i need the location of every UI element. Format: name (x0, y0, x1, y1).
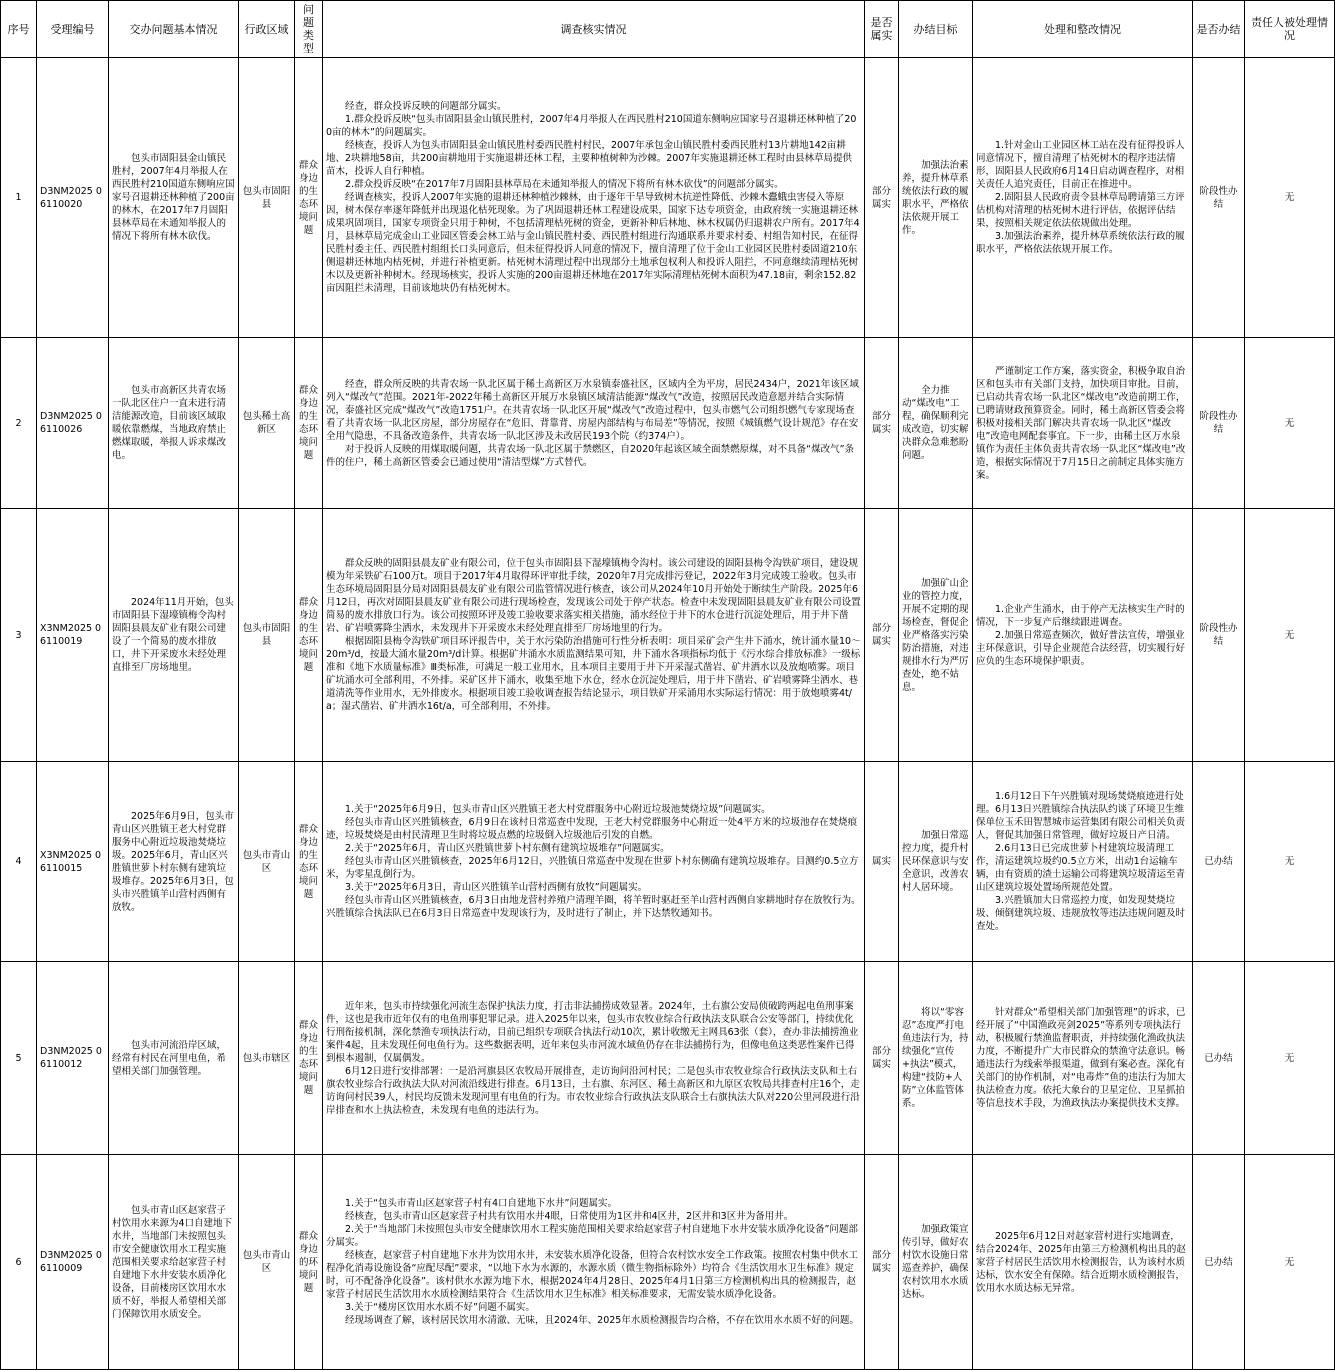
investigation-paragraph: 经查，群众所反映的共青农场一队北区属于稀土高新区万水泉镇泰盛社区，区域内全为平房，居民2434户，2021年该区域列入“煤改气”范围。2021年-2022年稀土高新区开展万水泉镇区域清洁能源“煤改气”改造，按照居民改造意愿并结合实际情况，泰盛社区完成“煤改气”改造1751户。在共青农场一队北区开展“煤改气”改造过程中，包头市燃气公司组织燃气专家现场查看了共青农场一队北区房屋，部分房屋存在“危旧、背靠背、房屋内部结构与布局差”等情况，按照《城镇燃气设计规范》存在安全用气隐患，不具备改造条件，共青农场一队北区涉及未改居民193个院（约374户）。 (326, 378, 859, 442)
investigation-paragraph: 经包头市青山区兴胜镇核查，6月9日在该村日常巡查中发现，王老大村党群服务中心附近一处4平方米的垃圾池存在焚烧痕迹，垃圾焚烧是由村民清理卫生时将垃圾点燃的垃圾倒入垃圾池后引发的自燃。 (326, 817, 858, 841)
investigation-paragraph: 经核查，包头市青山区赵家营子村共有饮用水井4眼，日常使用为1区井和4区井，2区井和3区井为备用井。 (345, 1211, 794, 1222)
header-investigation: 调查核实情况 (323, 1, 865, 58)
handling-paragraph: 2.6月13日已完成世萝卜村建筑垃圾清理工作，清运建筑垃圾约0.5立方米，出动1台运输车辆，由有资质的渣土运输公司将建筑垃圾清运至青山区建筑垃圾处置场所规范处置。 (976, 843, 1186, 893)
cell-type: 群众身边的生态环境问题 (295, 338, 323, 509)
cell-case-id: D3NM2025 06110012 (37, 962, 109, 1155)
handling-paragraph: 严谨制定工作方案，落实资金，积极争取自治区和包头市有关部门支持，加快项目审批。目前，已启动共青农场一队北区“煤改电”改造前期工作，已聘请财政预算资金。同时，稀土高新区管委会将积极对接相关部门解决共青农场一队北区“煤改电”改造电网配套事宜。下一步，由稀土区万水泉镇作为责任主体负责共青农场一队北区“煤改电”改造，根据实际情况于7月15日之前制定具体实施方案。 (976, 365, 1186, 481)
cell-no: 2 (1, 338, 37, 509)
cell-handling (973, 509, 1193, 762)
cell-done: 阶段性办结 (1193, 338, 1245, 509)
cell-region: 包头稀土高新区 (239, 338, 295, 509)
investigation-paragraph: 2.群众投诉反映“在2017年7月固阳县林草局在未通知举报人的情况下将所有林木砍伐”的问题部分属实。 (345, 179, 784, 190)
cell-goal: 加强政策宣传引导，做好农村饮水设施日常巡查养护，确保农村饮用水水质达标。 (899, 1155, 973, 1370)
header-verified: 是否属实 (865, 1, 899, 58)
cell-region: 包头市辖区 (239, 962, 295, 1155)
cell-type: 群众身边的环境问题 (295, 1155, 323, 1370)
header-done: 是否办结 (1193, 1, 1245, 58)
handling-paragraph: 3.加强法治素养，提升林草系统依法行政的履职水平，严格依法依规开展工作。 (976, 231, 1185, 255)
cell-handling (973, 762, 1193, 962)
cell-case-id: X3NM2025 06110019 (37, 509, 109, 762)
header-problem: 交办问题基本情况 (109, 1, 239, 58)
cell-problem: 包头市青山区赵家营子村饮用水来源为4口自建地下水井，当地部门未按照包头市安全健康饮用水工程实施范围相关要求给赵家营子村自建地下水井安装水质净化设备，目前楼房区饮用水水质不好，举报人希望相关部门保障饮用水质安全。 (109, 1155, 239, 1370)
cell-goal: 将以“零容忍”态度严打电鱼违法行为，持续强化“宣传+执法”模式，构建“技防+人防”立体监管体系。 (899, 962, 973, 1155)
cell-done: 已办结 (1193, 1155, 1245, 1370)
investigation-paragraph: 对于投诉人反映的用煤取暖问题，共青农场一队北区属于禁燃区，自2020年起该区域全面禁燃原煤，对不具备“煤改气”条件的住户，稀土高新区管委会已通过使用“清洁型煤”方式替代。 (326, 443, 855, 468)
cell-punished: 无 (1245, 762, 1335, 962)
investigation-paragraph: 1.群众投诉反映“包头市固阳县金山镇民胜村，2007年4月举报人在西民胜村210国道东侧响应国家号召退耕还林种植了200亩的林木”的问题属实。 (326, 114, 857, 138)
cell-problem: 包头市河流沿岸区域，经常有村民在河里电鱼，希望相关部门加强管理。 (109, 962, 239, 1155)
investigation-paragraph: 6月12日进行安排部署：一是沿河旗县区农牧局开展排查，走访询问沿河村民；二是包头市农牧业综合行政执法支队和土右旗农牧业综合行政执法大队对河流沿线进行排查。6月13日，土右旗、东河区、稀土高新区和九原区农牧局共排查村庄16个，走访询问村民39人，村民均反馈未发现河里有电鱼的行为。市农牧业综合行政执法支队联合土右旗执法大队对220公里河段进行沿岸排查和水上执法检查，未发现有电鱼的违法行为。 (326, 1065, 860, 1116)
investigation-paragraph: 3.关于“楼房区饮用水水质不好”问题不属实。 (345, 1302, 535, 1313)
cell-problem: 2024年11月开始，包头市固阳县下湿壕镇梅令沟村固阳县晨友矿业有限公司建设了一个简易的废水排放口，井下开采废水未经处理直排至厂房场地里。 (109, 509, 239, 762)
cell-problem: 包头市高新区共青农场一队北区住户一直未进行清洁能源改造，目前该区域取暖依靠燃煤，当地政府禁止燃煤取暖，举报人诉求煤改电。 (109, 338, 239, 509)
investigation-paragraph: 1.关于“2025年6月9日，包头市青山区兴胜镇王老大村党群服务中心附近垃圾池焚烧垃圾”问题属实。 (345, 804, 771, 815)
header-handling: 处理和整改情况 (973, 1, 1193, 58)
investigation-paragraph: 根据固阳县梅令沟铁矿项目环评报告中，关于水污染防治措施可行性分析表明：项目采矿会产生井下涌水，统计涌水量10～20m³/d，按最大涌水量20m³/d计算。根据矿井涌水水质监测结果可知，井下涌水各项指标均低于《污水综合排放标准》一级标准和《地下水质量标准》Ⅲ类标准，可满足一般工业用水，且本项目主要用于井下开采湿式凿岩、矿井洒水以及放炮喷雾。项目矿坑涌水可全部利用，不外排。采矿区井下涌水，收集至地下水仓，经水仓沉淀处理后，用于井下凿岩、矿岩喷雾降尘洒水、巷道清洗等作业用水，无外排废水。根据项目竣工验收调查报告结论显示，项目铁矿开采涌用水实际运行情况：用于放炮喷雾4t/a；湿式凿岩、矿井洒水16t/a，可全部利用，不外排。 (326, 636, 861, 712)
cell-investigation (323, 962, 865, 1155)
table-row (1, 58, 1335, 338)
cell-verified: 部分属实 (865, 338, 899, 509)
handling-paragraph: 1.针对金山工业园区林工站在没有征得投诉人同意情况下，擅自清理了枯死树木的程序违法情形，固阳县人民政府6月14日启动调查程序，对相关责任人追究责任，目前正在推进中。 (976, 140, 1185, 190)
cell-no: 4 (1, 762, 37, 962)
cell-goal: 加强日常巡控力度，提升村民环保意识与安全意识，改善农村人居环境。 (899, 762, 973, 962)
handling-paragraph: 2025年6月12日对赵家营村进行实地调查，结合2024年、2025年由第三方检测机构出具的赵家营子村居民生活饮用水检测报告，认为该村水质达标，饮水安全有保障。结合近期水质检测报告，饮用水水质达标无异常。 (976, 1230, 1186, 1294)
cell-type: 群众身边的生态环境问题 (295, 509, 323, 762)
investigation-paragraph: 经查，群众投诉反映的问题部分属实。 (345, 101, 507, 112)
header-goal: 办结目标 (899, 1, 973, 58)
investigation-paragraph: 1.关于“包头市青山区赵家营子村有4口自建地下水井”问题属实。 (345, 1198, 617, 1209)
cell-type: 群众身边的生态环境问题 (295, 58, 323, 338)
header-region: 行政区域 (239, 1, 295, 58)
table-row (1, 338, 1335, 509)
cell-verified: 部分属实 (865, 1155, 899, 1370)
cell-case-id: D3NM2025 06110009 (37, 1155, 109, 1370)
investigation-paragraph: 3.关于“2025年6月3日，青山区兴胜镇羊山营村西侧有放牧”问题属实。 (345, 882, 648, 893)
cell-punished: 无 (1245, 338, 1335, 509)
cell-done: 阶段性办结 (1193, 58, 1245, 338)
cell-investigation (323, 58, 865, 338)
handling-paragraph: 3.兴胜镇加大日常巡控力度，如发现焚烧垃圾、倾倒建筑垃圾、违规放牧等违法违规问题及时查处。 (976, 895, 1186, 932)
cell-done: 已办结 (1193, 762, 1245, 962)
cell-region: 包头市青山区 (239, 1155, 295, 1370)
table-row (1, 1155, 1335, 1370)
handling-paragraph: 2.加强日常巡查频次，做好普法宣传，增强业主环保意识，引导企业规范合法经营，切实履行好应负的生态环境保护职责。 (976, 629, 1186, 667)
cell-investigation (323, 1155, 865, 1370)
cell-problem: 包头市固阳县金山镇民胜村，2007年4月举报人在西民胜村210国道东侧响应国家号召退耕还林种植了200亩的林木，在2017年7月固阳县林草局在未通知举报人的情况下将所有林木砍伐。 (109, 58, 239, 338)
cell-verified: 属实 (865, 762, 899, 962)
cell-region: 包头市固阳县 (239, 58, 295, 338)
cell-type: 群众身边的生态环境问题 (295, 762, 323, 962)
cell-handling (973, 338, 1193, 509)
cell-punished: 无 (1245, 1155, 1335, 1370)
header-no: 序号 (1, 1, 37, 58)
cell-region: 包头市固阳县 (239, 509, 295, 762)
cell-type: 群众身边的生态环境问题 (295, 962, 323, 1155)
cell-goal: 全力推动“煤改电”工程，确保顺利完成改造，切实解决群众急难愁盼问题。 (899, 338, 973, 509)
cell-done: 已办结 (1193, 962, 1245, 1155)
investigation-paragraph: 经核查，投诉人为包头市固阳县金山镇民胜村委西民胜村村民，2007年承包金山镇民胜村委西民胜村13片耕地142亩耕地、2块耕地58亩，共200亩耕地用于实施退耕还林工程，主要种植树种为沙棘。2007年实施退耕还林工程时由县林草局提供苗木，投诉人自行种植。 (326, 140, 852, 177)
cell-verified: 部分属实 (865, 509, 899, 762)
cell-investigation (323, 762, 865, 962)
investigation-paragraph: 经包头市青山区兴胜镇核查，6月3日由地龙营村养殖户清理羊圈，将羊暂时驱赶至羊山营村西侧自家耕地时存在放牧行为。兴胜镇综合执法队已在6月3日日常巡查中发现该行为，及时进行了制止，并下达禁牧通知书。 (326, 895, 861, 919)
cell-investigation (323, 509, 865, 762)
cell-case-id: D3NM2025 06110026 (37, 338, 109, 509)
cell-no: 6 (1, 1155, 37, 1370)
cell-handling (973, 1155, 1193, 1370)
investigation-paragraph: 经包头市青山区兴胜镇核查，2025年6月12日，兴胜镇日常巡查中发现在世萝卜村东侧确有建筑垃圾堆存。目测约0.5立方米，为零星乱倒行为。 (326, 856, 859, 880)
cell-investigation (323, 338, 865, 509)
cell-problem: 2025年6月9日，包头市青山区兴胜镇王老大村党群服务中心附近垃圾池焚烧垃圾。2025年6月，青山区兴胜镇世萝卜村东侧有建筑垃圾堆存。2025年6月3日，包头市兴胜镇羊山营村西侧有放牧。 (109, 762, 239, 962)
cell-case-id: D3NM2025 06110020 (37, 58, 109, 338)
table-row (1, 962, 1335, 1155)
cell-goal: 加强矿山企业的管控力度，开展不定期的现场检查，督促企业严格落实污染防治措施，对违规排水行为严厉查处，绝不姑息。 (899, 509, 973, 762)
cell-no: 3 (1, 509, 37, 762)
investigation-paragraph: 经核查，赵家营子村自建地下水井为饮用水井，未安装水质净化设备，但符合农村饮水安全工作政策。按照农村集中供水工程净化消毒设施设备“应配尽配”要求，“以地下水为水源的，水源水质（微生物指标除外）均符合《生活饮用水卫生标准》规定时，可不配备净化设备”。该村供水水源为地下水，根据2024年4月28日、2025年4月1日第三方检测机构出具的检测报告，赵家营子村居民生活饮用水水质检测结果符合《生活饮用水卫生标准》相关标准要求，无需安装水质净化设备。 (326, 1250, 859, 1300)
table-row (1, 762, 1335, 962)
handling-paragraph: 1.6月12日下午兴胜镇对现场焚烧痕迹进行处理。6月13日兴胜镇综合执法队约谈了环境卫生维保单位玉禾田智慧城市运营集团有限公司相关负责人，督促其加强日常管理，做好垃圾日产日清。 (976, 791, 1186, 841)
handling-paragraph: 2.固阳县人民政府责令县林草局聘请第三方评估机构对清理的枯死树木进行评估，依据评估结果，按照相关规定依法依规做出处理。 (976, 192, 1185, 229)
cell-punished: 无 (1245, 962, 1335, 1155)
investigation-paragraph: 2.关于“2025年6月，青山区兴胜镇世萝卜村东侧有建筑垃圾堆存”问题属实。 (345, 843, 670, 854)
cell-done: 阶段性办结 (1193, 509, 1245, 762)
handling-paragraph: 1.企业产生涌水，由于停产无法核实生产时的情况，下一步复产后继续跟进调查。 (976, 603, 1185, 628)
cell-verified: 部分属实 (865, 962, 899, 1155)
investigation-paragraph: 经现场调查了解，该村居民饮用水清澈、无味，且2024年、2025年水质检测报告均合格，不存在饮用水水质不好的问题。 (345, 1315, 859, 1326)
handling-paragraph: 针对群众“希望相关部门加强管理”的诉求，已经开展了“中国渔政亮剑2025”等系列专项执法行动，积极履行禁渔监督职责，并持续强化渔政执法力度，不断提升广大市民群众的禁渔守法意识。畅通违法行为线索举报渠道，做到有案必查。深化有关部门的协作机制，对“电毒炸”鱼的违法行为加大执法检查力度。依托大象台的卫星定位、卫星抓拍等信息技术手段，为渔政执法办案提供技术支撑。 (976, 1007, 1186, 1109)
cell-region: 包头市青山区 (239, 762, 295, 962)
table-row (1, 509, 1335, 762)
investigation-paragraph: 2.关于“当地部门未按照包头市安全健康饮用水工程实施范围相关要求给赵家营子村自建地下水井安装水质净化设备”问题部分属实。 (326, 1224, 858, 1248)
cell-case-id: X3NM2025 06110015 (37, 762, 109, 962)
cell-no: 1 (1, 58, 37, 338)
header-row (1, 1, 1335, 58)
investigation-paragraph: 经调查核实，投诉人2007年实施的退耕还林种植沙棘林，由于逐年干旱导致树木抗逆性降低、沙棘木蠹蛾虫害侵入等原因，树木保存率逐年降低并出现退化枯死现象。为了巩固退耕还林工程建设成果，国家下达专项资金，由政府统一实施退耕还林成果巩固项目，国家专项资金只用于种树，不包括清理枯死树的资金，更新补种后林地、林木权属仍归退耕农户所有。2017年4月，县林草局完成金山工业园区管委会林工站与金山镇民胜村委、西民胜村组进行沟通联系并要求村委、村组告知村民，在征得民胜村委主任、西民胜村组组长口头同意后，但未征得投诉人同意的情况下，擅自清理了位于金山工业园区民胜村委固道210东侧退耕还林地内枯死树，并进行补植更新。枯死树木清理过程中出现部分土地承包权利人和投诉人阻拦，不同意继续清理枯死树木以及更新补种树木。经现场核实，投诉人实施的200亩退耕还林地在2017年实际清理枯死树木面积为47.18亩，剩余152.82亩因阻拦未清理，目前该地块仍有枯死树木。 (326, 192, 860, 294)
cell-handling (973, 58, 1193, 338)
header-punished: 责任人被处理情况 (1245, 1, 1335, 58)
header-case-id: 受理编号 (37, 1, 109, 58)
header-type: 问题类型 (295, 1, 323, 58)
investigation-paragraph: 群众反映的固阳县晨友矿业有限公司，位于包头市固阳县下湿壕镇梅令沟村。该公司建设的固阳县梅令沟铁矿项目，建设规模为年采铁矿石100万t。项目于2017年4月取得环评审批手续，2020年7月完成排污登记，2022年3月完成竣工验收。包头市生态环境局固阳县分局对固阳县晨友矿业有限公司监管情况进行核查，该公司从2024年10月开始处于断续生产阶段。2025年6月12日，再次对固阳县晨友矿业有限公司进行现场检查，发现该公司处于停产状态。检查中未发现固阳县晨友矿业有限公司设置简易的废水排放口行为。该公司按照环评及竣工验收要求落实相关措施，涌水经位于井下的水仓进行沉淀处理后，用于井下凿岩、矿岩喷雾降尘洒水，未发现井下开采废水未经处理直排至厂房场地里的行为。 (326, 558, 861, 634)
cell-goal: 加强法治素养，提升林草系统依法行政的履职水平，严格依法依规开展工作。 (899, 58, 973, 338)
investigation-paragraph: 近年来，包头市持续强化河流生态保护执法力度，打击非法捕捞成效显著。2024年，土右旗公安局侦破跨两起电鱼刑事案件，这也是我市近年仅有的电鱼刑事犯罪记录。进入2025年以来，包头市农牧业综合行政执法支队联合公安等部门，持续优化行刑衔接机制，深化禁渔专项执法行动，目前已组织专项联合执法行动10次，累计收缴无主网具63张（套），查办非法捕捞渔业案件4起，且未发现任何电鱼行为。这些数据表明，近年来包头市河流水域鱼仍存在非法捕捞行为，但像电鱼这类恶性案件已得到根本遏制，仅属偶发。 (326, 1000, 859, 1064)
cell-no: 5 (1, 962, 37, 1155)
cell-verified: 部分属实 (865, 58, 899, 338)
cell-punished: 无 (1245, 509, 1335, 762)
cell-punished: 无 (1245, 58, 1335, 338)
cell-handling (973, 962, 1193, 1155)
